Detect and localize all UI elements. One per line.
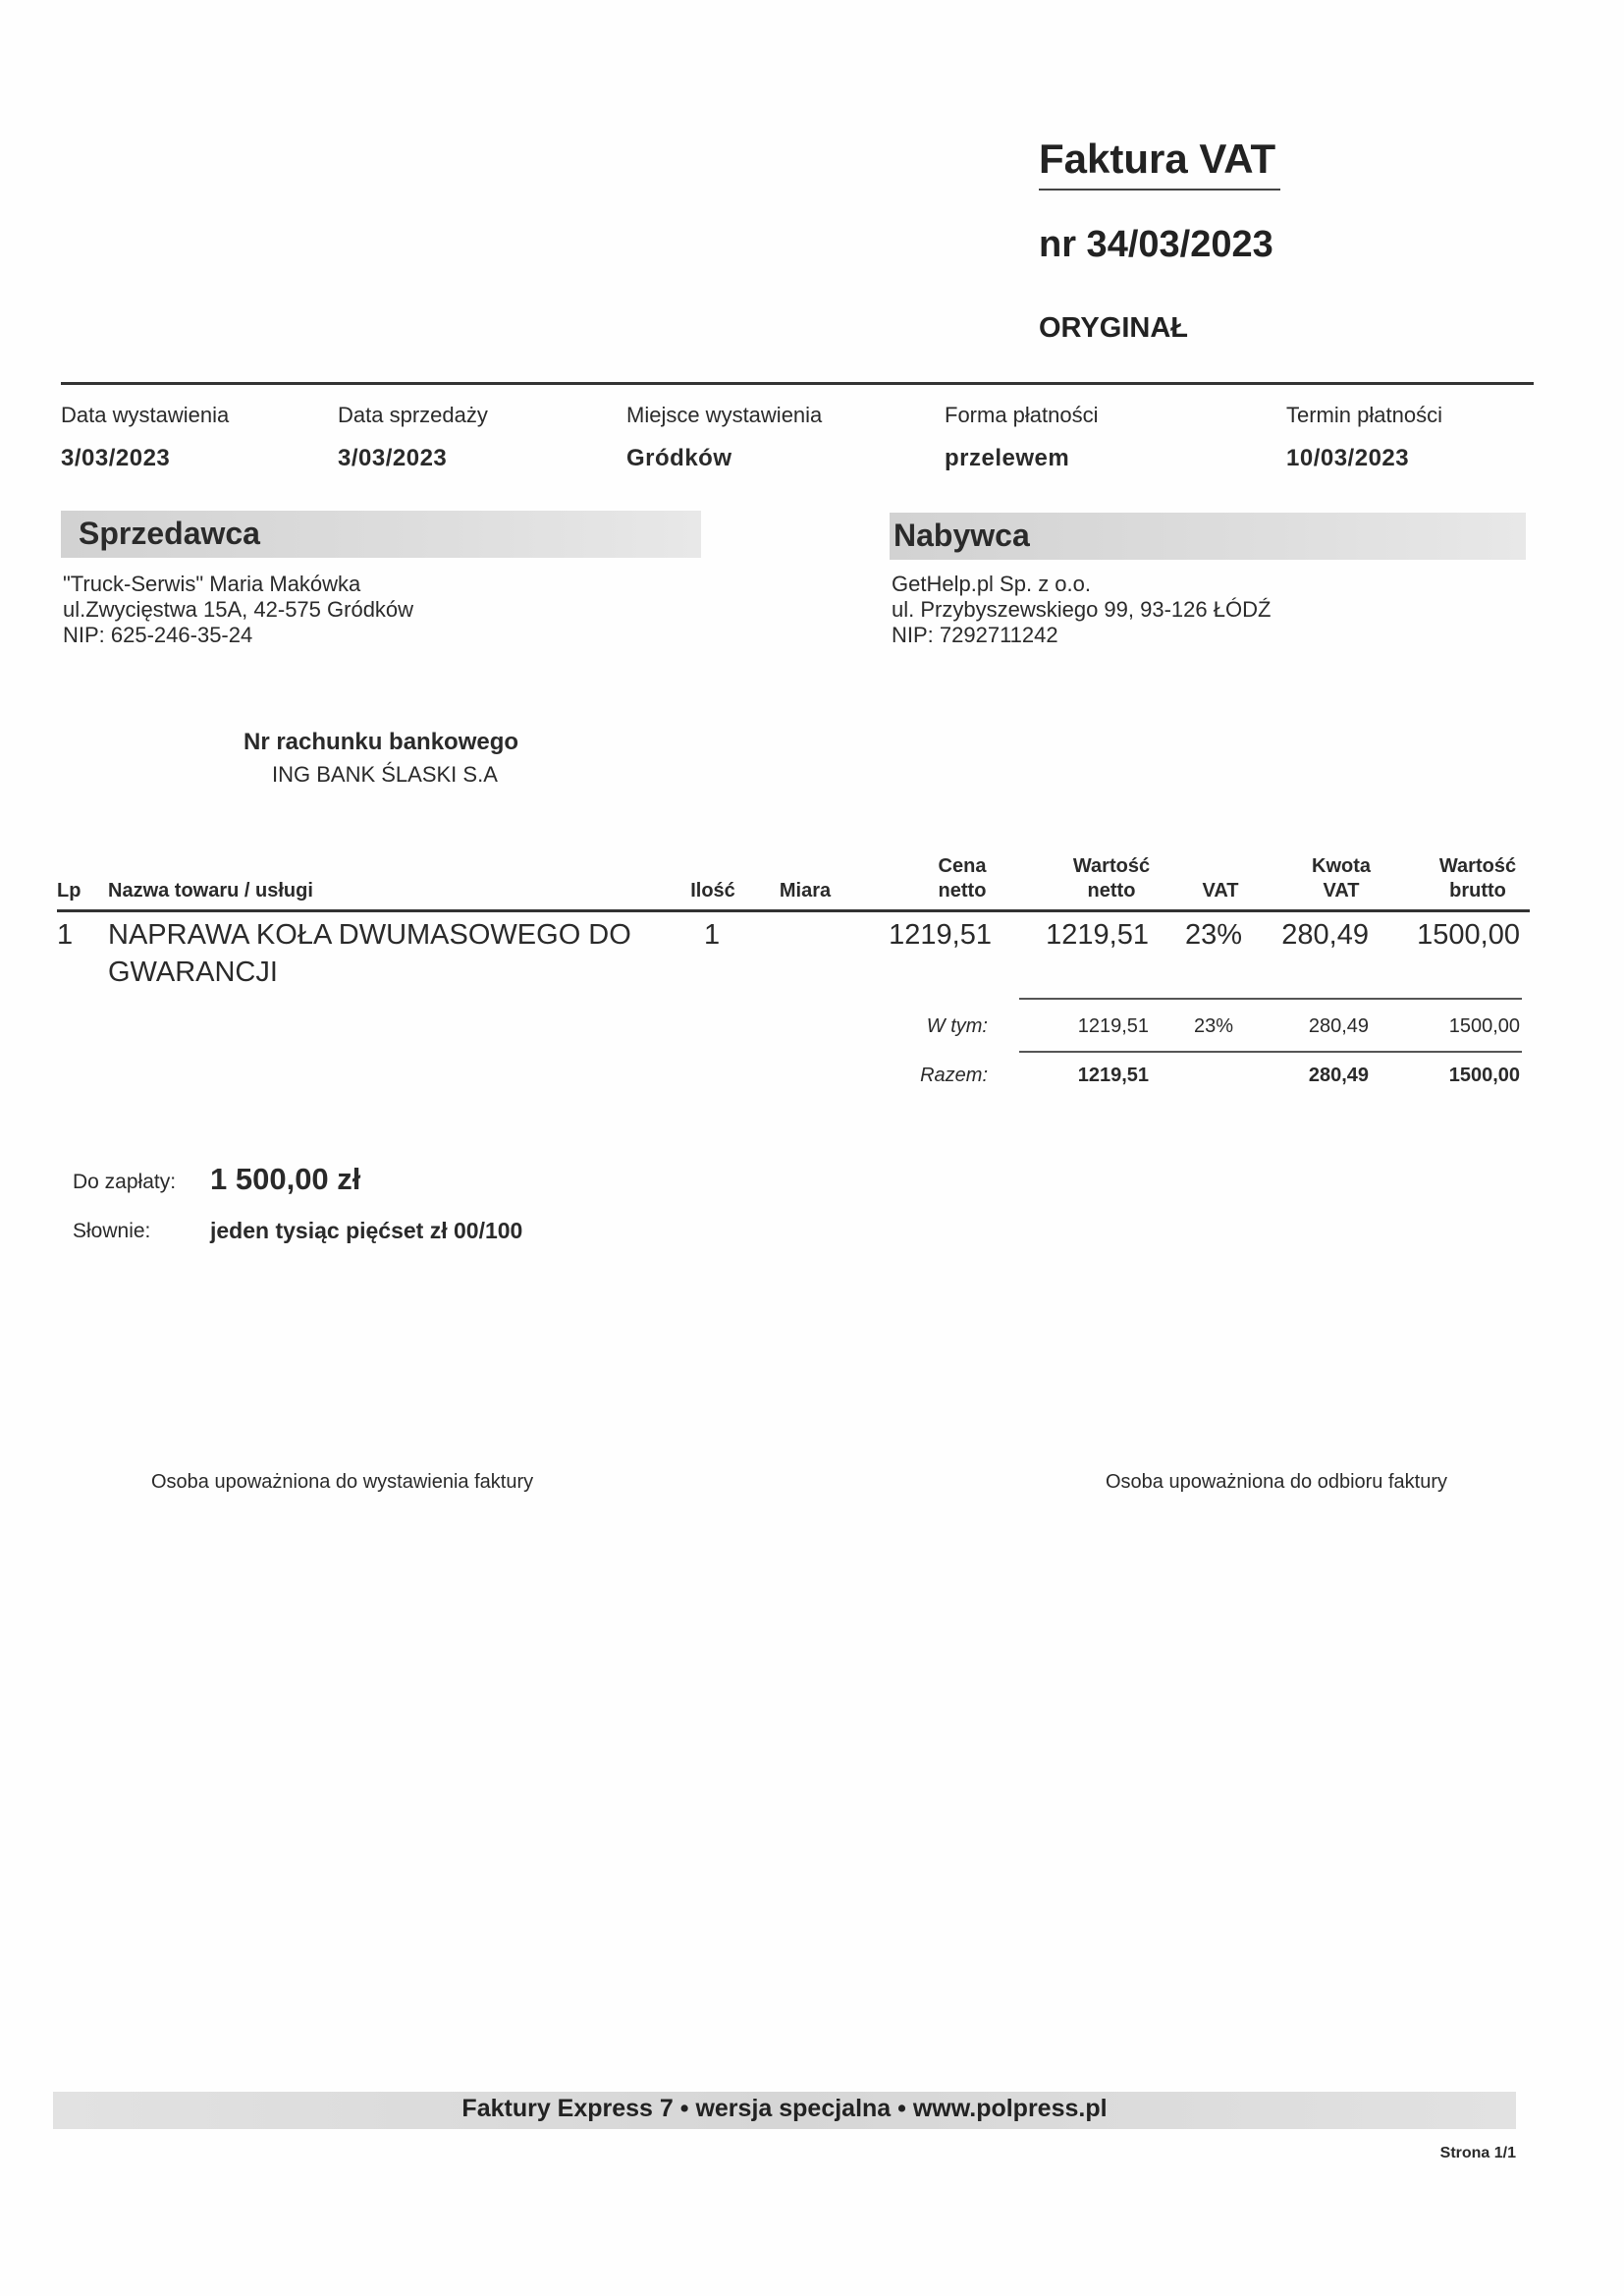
row-vat: 23% [1184, 919, 1243, 951]
amount-due-value: 1 500,00 zł [210, 1162, 361, 1196]
payment-method-value: przelewem [945, 445, 1070, 471]
buyer-nip: NIP: 7292711242 [892, 623, 1058, 647]
issue-date-value: 3/03/2023 [61, 445, 171, 471]
row-qty: 1 [704, 919, 721, 951]
w-tym-label: W tym: [926, 1015, 988, 1037]
buyer-name: GetHelp.pl Sp. z o.o. [892, 572, 1091, 596]
w-tym-vat-amount: 280,49 [1308, 1015, 1369, 1037]
razem-label: Razem: [920, 1065, 988, 1086]
bank-account-title: Nr rachunku bankowego [244, 729, 519, 755]
col-vat-amount-2: VAT [1323, 880, 1360, 902]
row-name-line1: NAPRAWA KOŁA DWUMASOWEGO DO [108, 919, 631, 951]
w-tym-gross: 1500,00 [1448, 1015, 1520, 1037]
summary-rule-top [1019, 998, 1522, 1000]
sale-date-value: 3/03/2023 [338, 445, 448, 471]
col-qty: Ilość [690, 880, 735, 902]
footer-text: Faktury Express 7 • wersja specjalna • www.polpress.pl [461, 2095, 1108, 2122]
invoice-number: nr 34/03/2023 [1039, 224, 1273, 265]
row-vat-amount: 280,49 [1281, 919, 1369, 951]
col-net-value-2: netto [1087, 880, 1136, 902]
copy-type: ORYGINAŁ [1039, 312, 1188, 344]
w-tym-vat: 23% [1193, 1015, 1234, 1037]
invoice-title: Faktura VAT [1039, 136, 1276, 182]
seller-nip: NIP: 625-246-35-24 [63, 623, 253, 647]
col-gross-1: Wartość [1438, 855, 1517, 877]
title-underline [1039, 189, 1280, 191]
row-name-line2: GWARANCJI [108, 957, 278, 988]
razem-vat-amount: 280,49 [1308, 1065, 1369, 1086]
issue-date-label: Data wystawienia [61, 403, 230, 427]
row-net-value: 1219,51 [1046, 919, 1149, 951]
seller-address: ul.Zwycięstwa 15A, 42-575 Gródków [63, 597, 414, 622]
col-vat: VAT [1202, 880, 1239, 902]
col-gross-2: brutto [1449, 880, 1506, 902]
col-net-price-2: netto [938, 880, 987, 902]
row-net-price: 1219,51 [889, 919, 992, 951]
buyer-address: ul. Przybyszewskiego 99, 93-126 ŁÓDŹ [892, 597, 1272, 622]
col-lp: Lp [57, 880, 81, 902]
amount-words-value: jeden tysiąc pięćset zł 00/100 [210, 1218, 523, 1243]
bank-name: ING BANK ŚLASKI S.A [272, 762, 498, 787]
amount-due-label: Do zapłaty: [73, 1171, 177, 1193]
col-vat-amount-1: Kwota [1312, 855, 1371, 877]
payment-due-label: Termin płatności [1286, 403, 1442, 427]
amount-words-label: Słownie: [73, 1220, 151, 1242]
razem-gross: 1500,00 [1448, 1065, 1520, 1086]
col-net-price-1: Cena [938, 855, 987, 877]
table-header-rule [57, 909, 1530, 912]
col-unit: Miara [779, 880, 832, 902]
issue-place-value: Gródków [626, 445, 732, 471]
seller-name: "Truck-Serwis" Maria Makówka [63, 572, 361, 596]
col-net-value-1: Wartość [1072, 855, 1151, 877]
summary-rule-bottom [1019, 1051, 1522, 1053]
w-tym-net-value: 1219,51 [1077, 1015, 1149, 1037]
header-divider [61, 382, 1534, 385]
issuer-signature-label: Osoba upoważniona do wystawienia faktury [151, 1471, 534, 1493]
row-gross: 1500,00 [1417, 919, 1520, 951]
col-name: Nazwa towaru / usługi [108, 880, 313, 902]
seller-heading: Sprzedawca [79, 516, 260, 551]
row-lp: 1 [57, 919, 74, 951]
razem-net-value: 1219,51 [1077, 1065, 1149, 1086]
payment-due-value: 10/03/2023 [1286, 445, 1410, 471]
payment-method-label: Forma płatności [945, 403, 1099, 427]
sale-date-label: Data sprzedaży [338, 403, 488, 427]
receiver-signature-label: Osoba upoważniona do odbioru faktury [1106, 1471, 1448, 1493]
buyer-heading: Nabywca [893, 518, 1030, 553]
issue-place-label: Miejsce wystawienia [626, 403, 823, 427]
page-number: Strona 1/1 [1439, 2145, 1516, 2161]
